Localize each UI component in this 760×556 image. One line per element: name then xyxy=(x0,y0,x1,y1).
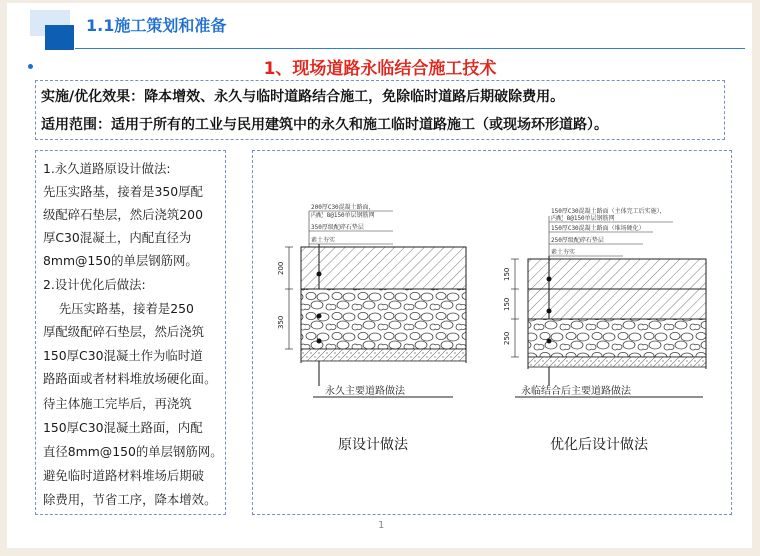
page-number: 1 xyxy=(378,520,385,531)
left-text-line: 先压实路基，接着是250 xyxy=(43,301,194,316)
left-text-line: 直径8mm@150的单层钢筋网。 xyxy=(43,444,223,459)
left-text-line: 1.永久道路原设计做法: xyxy=(43,161,171,176)
diagram-permanent xyxy=(277,203,466,397)
effect-line-1: 实施/优化效果：降本增效、永久与临时道路结合施工，免除临时道路后期破除费用。 xyxy=(41,89,565,105)
diagram-caption: 永临结合后主要道路做法 xyxy=(521,386,631,397)
note-text: 350厚级配碎石垫层 xyxy=(311,224,364,231)
note-text: 150厚C30混凝土路面（主体完工后实施）， xyxy=(551,208,666,215)
left-text-line: 8mm@150的单层钢筋网。 xyxy=(43,253,198,268)
caption-optimized: 优化后设计做法 xyxy=(550,437,648,453)
left-text-line: 路路面或者材料堆放场硬化面。 xyxy=(43,371,217,386)
left-text-line: 厚C30混凝土，内配直径为 xyxy=(43,230,192,245)
note-text: 内配 8@150单层钢筋网 xyxy=(551,215,615,222)
diagram-box xyxy=(252,150,732,515)
left-text-line: 150厚C30混凝土路面，内配 xyxy=(43,420,203,435)
note-text: 内配 8@150单层钢筋网 xyxy=(311,212,375,219)
left-text-line: 厚配级配碎石垫层，然后浇筑 xyxy=(43,324,205,339)
dim-label: 250 xyxy=(503,331,511,345)
left-text-line: 待主体施工完毕后，再浇筑 xyxy=(43,396,192,411)
main-title: 1、现场道路永临结合施工技术 xyxy=(263,59,497,79)
effect-box xyxy=(35,80,725,140)
note-text: 素土夯实 xyxy=(551,249,576,256)
caption-original: 原设计做法 xyxy=(338,437,408,453)
note-text: 200厚C30混凝土路面， xyxy=(311,204,375,211)
dim-label: 200 xyxy=(277,261,285,275)
note-text: 素土夯实 xyxy=(311,237,336,244)
left-text-line: 避免临时道路材料堆场后期破 xyxy=(43,468,205,483)
dim-label: 150 xyxy=(503,297,511,311)
left-text-line: 先压实路基，接着是350厚配 xyxy=(43,184,203,199)
diagram-optimized xyxy=(503,207,706,397)
left-text-line: 150厚C30混凝土作为临时道 xyxy=(43,348,203,363)
dim-label: 150 xyxy=(503,267,511,281)
effect-line-2: 适用范围：适用于所有的工业与民用建筑中的永久和施工临时道路施工（或现场环形道路）。 xyxy=(41,117,608,133)
note-text: 250厚级配碎石垫层 xyxy=(551,237,604,244)
diagram-caption: 永久主要道路做法 xyxy=(325,386,405,397)
header-divider xyxy=(75,48,745,49)
note-text: 150厚C30混凝土路面（堆场硬化） xyxy=(551,225,645,232)
header-title: 1.1施工策划和准备 xyxy=(86,16,227,35)
description-box xyxy=(35,150,226,515)
logo-square-dark xyxy=(45,25,74,50)
left-text-line: 级配碎石垫层，然后浇筑200 xyxy=(43,207,203,222)
dim-label: 350 xyxy=(277,315,285,329)
road-section-diagrams xyxy=(253,151,733,516)
left-text-line: 除费用，节省工序，降本增效。 xyxy=(43,492,217,507)
left-text-line: 2.设计优化后做法: xyxy=(43,277,146,292)
